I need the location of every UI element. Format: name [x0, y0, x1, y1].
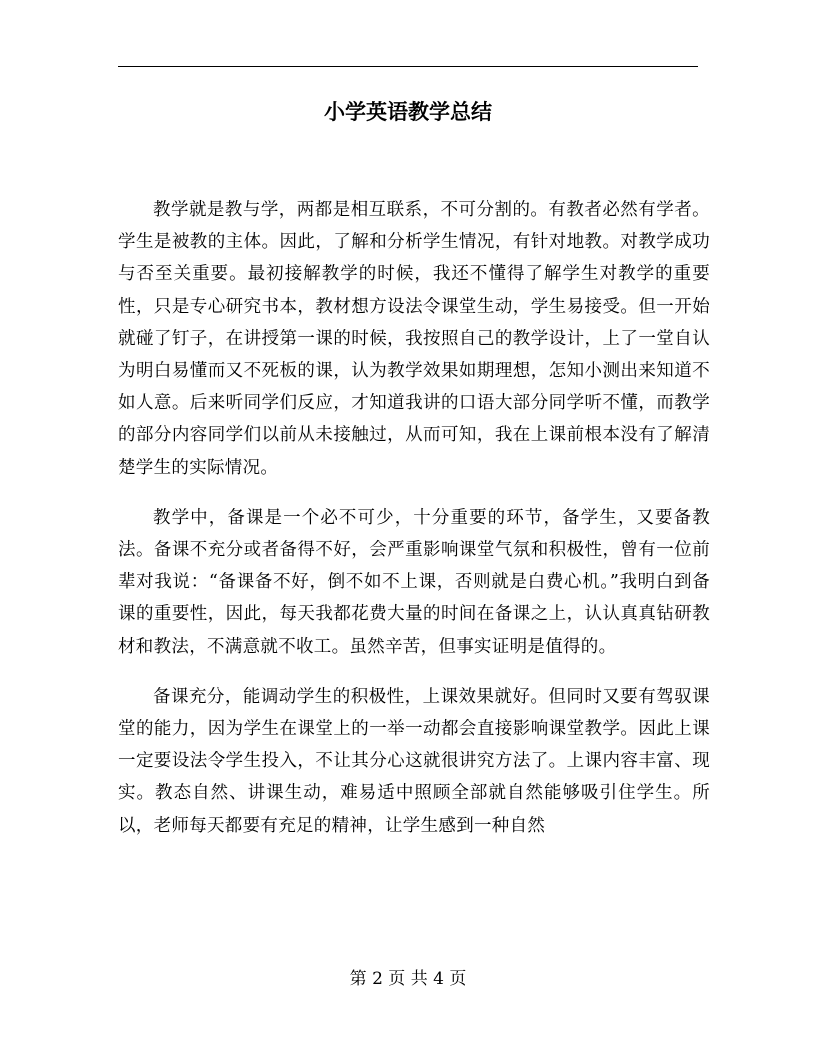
- paragraph-2: 教学中，备课是一个必不可少，十分重要的环节，备学生，又要备教法。备课不充分或者备得不好，会严重影响课堂气氛和积极性，曾有一位前辈对我说：“备课备不好，倒不如不上课，否则就是白费心机。”我明白到备课的重要性，因此，每天我都花费大量的时间在备课之上，认认真真钻研教材和教法，不满意就不收工。虽然辛苦，但事实证明是值得的。: [118, 507, 710, 657]
- paragraph-3: 备课充分，能调动学生的积极性，上课效果就好。但同时又要有驾驭课堂的能力，因为学生在课堂上的一举一动都会直接影响课堂教学。因此上课一定要设法令学生投入，不让其分心这就很讲究方法了。上课内容丰富、现实。教态自然、讲课生动，难易适中照顾全部就自然能够吸引住学生。所以，老师每天都要有充足的精神，让学生感到一种自然: [118, 686, 710, 836]
- page-number: 第 2 页 共 4 页: [349, 969, 467, 989]
- paragraph-1: 教学就是教与学，两都是相互联系，不可分割的。有教者必然有学者。学生是被教的主体。因此，了解和分析学生情况，有针对地教。对教学成功与否至关重要。最初接解教学的时候，我还不懂得了解学生对教学的重要性，只是专心研究书本，教材想方设法令课堂生动，学生易接受。但一开始就碰了钉子，在讲授第一课的时候，我按照自己的教学设计，上了一堂自认为明白易懂而又不死板的课，认为教学效果如期理想，怎知小测出来知道不如人意。后来听同学们反应，才知道我讲的口语大部分同学听不懂，而教学的部分内容同学们以前从未接触过，从而可知，我在上课前根本没有了解清楚学生的实际情况。: [118, 200, 710, 478]
- header-rule: [118, 66, 698, 67]
- document-title: 小学英语教学总结: [324, 99, 492, 124]
- document-body: [118, 194, 710, 860]
